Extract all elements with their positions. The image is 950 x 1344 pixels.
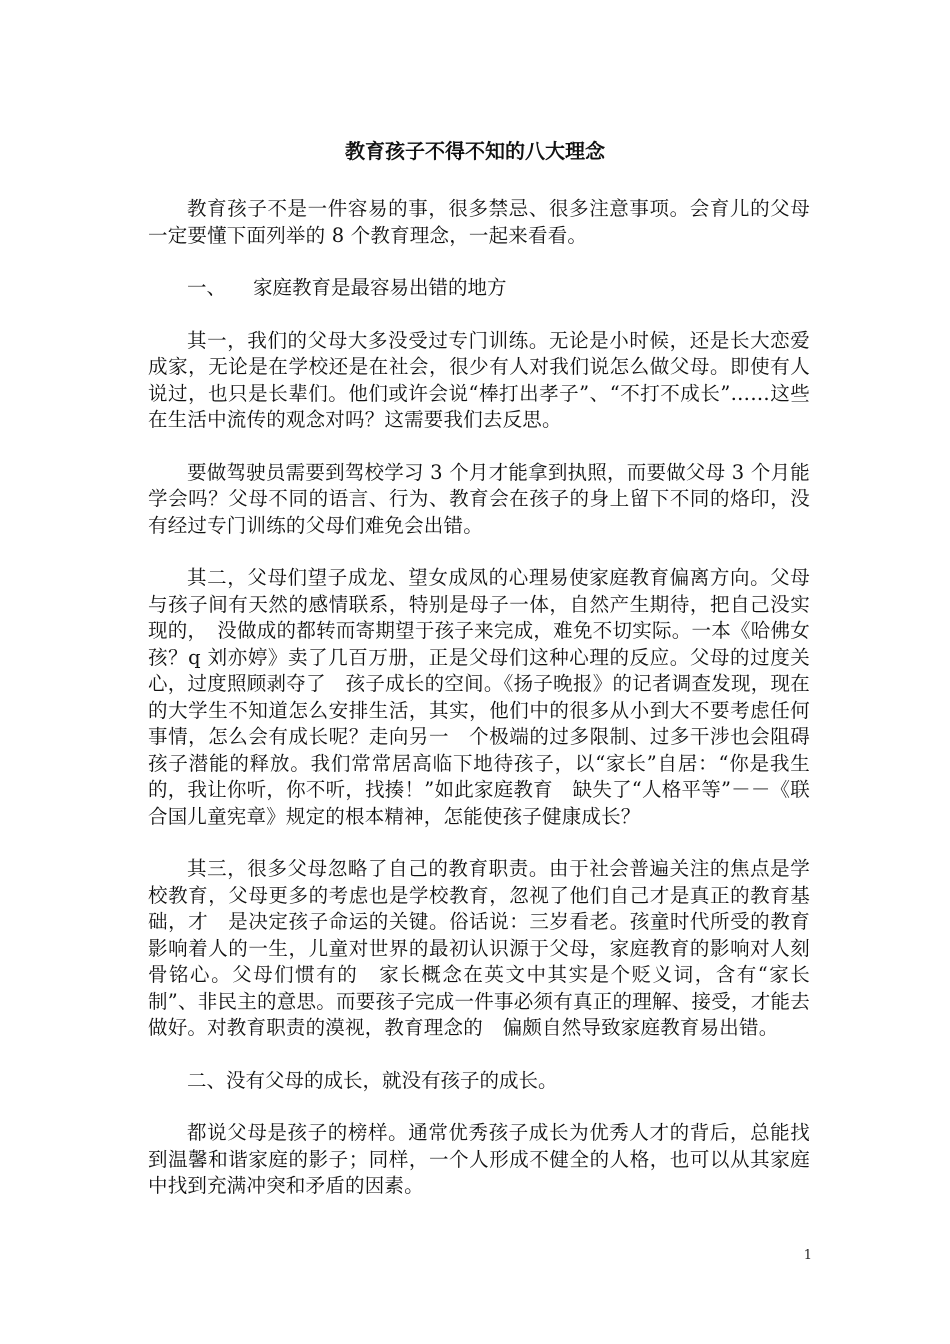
intro-paragraph: 教育孩子不是一件容易的事，很多禁忌、很多注意事项。会育儿的父母一定要懂下面列举的 8 个教育理念，一起来看看。 (148, 197, 810, 247)
section-1-number: 一、 (187, 276, 227, 299)
section-2-heading: 二、没有父母的成长，就没有孩子的成长。 (187, 1068, 558, 1092)
body-paragraph: 其一，我们的父母大多没受过专门训练。无论是小时候，还是长大恋爱成家，无论是在学校还是在社会，很少有人对我们说怎么做父母。即使有人说过，也只是长辈们。他们或许会说“棒打出孝子”、“不打不成长”……这些在生活中流传的观念对吗？这需要我们去反思。 (148, 328, 810, 431)
document-title: 教育孩子不得不知的八大理念 (345, 139, 605, 163)
document-body (148, 196, 810, 1226)
section-1-heading-text: 家庭教育是最容易出错的地方 (253, 276, 507, 299)
section-1-heading (148, 275, 810, 302)
body-paragraph: 其三，很多父母忽略了自己的教育职责。由于社会普遍关注的焦点是学校教育，父母更多的考虑也是学校教育，忽视了他们自己才是真正的教育基础，才 是决定孩子命运的关键。俗话说：三岁看老。孩童时代所受的教育影响着人的一生，儿童对世界的最初认识源于父母，家庭教育的影响对人刻骨铭心。父母们惯有的 家长概念在英文中其实是个贬义词，含有“家长制”、非民主的意思。而要孩子完成一件事必须有真正的理解、接受，才能去做好。对教育职责的漠视，教育理念的 偏颇自然导致家庭教育易出错。 (148, 857, 810, 1039)
body-paragraph: 都说父母是孩子的榜样。通常优秀孩子成长为优秀人才的背后，总能找到温馨和谐家庭的影子；同样，一个人形成不健全的人格，也可以从其家庭中找到充满冲突和矛盾的因素。 (148, 1121, 810, 1197)
body-paragraph: 要做驾驶员需要到驾校学习 3 个月才能拿到执照，而要做父母 3 个月能学会吗？父母不同的语言、行为、教育会在孩子的身上留下不同的烙印，没有经过专门训练的父母们难免会出错。 (148, 460, 810, 537)
page-number: 1 (803, 1248, 812, 1263)
body-paragraph: 其二，父母们望子成龙、望女成凤的心理易使家庭教育偏离方向。父母与孩子间有天然的感情联系，特别是母子一体，自然产生期待，把自己没实现的， 没做成的都转而寄期望于孩子来完成，难免不切实际。一本《哈佛女孩？q 刘亦婷》卖了几百万册，正是父母们这种心理的反应。父母的过度关心，过度照顾剥夺了 孩子成长的空间。《扬子晚报》的记者调查发现，现在的大学生不知道怎么安排生活，其实，他们中的很多从小到大不要考虑任何事情，怎么会有成长呢？走向另一 个极端的过多限制、过多干涉也会阻碍孩子潜能的释放。我们常常居高临下地待孩子，以“家长”自居：“你是我生的，我让你听，你不听，找揍！”如此家庭教育 缺失了“人格平等”－－《联合国儿童宪章》规定的根本精神，怎能使孩子健康成长？ (148, 566, 810, 828)
